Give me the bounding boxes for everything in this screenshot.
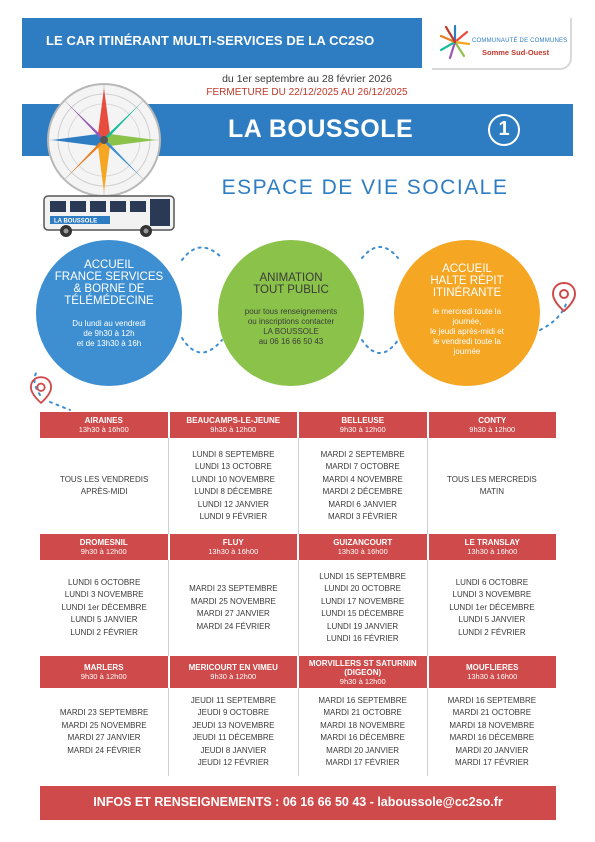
date-line: LUNDI 1er DÉCEMBRE [61, 602, 147, 612]
circle-heading: ACCUEIL HALTE RÉPIT ITINÉRANTE [430, 263, 504, 299]
town-hours: 9h30 à 12h00 [339, 425, 386, 434]
town-header [170, 656, 300, 688]
date-range: du 1er septembre au 28 février 2026 [222, 73, 392, 85]
circle-heading: ANIMATION TOUT PUBLIC [253, 272, 329, 296]
date-line: LUNDI 5 JANVIER [458, 615, 526, 625]
date-line: LUNDI 5 JANVIER [70, 615, 138, 625]
date-line: APRÈS-MIDI [80, 487, 128, 496]
location-pin-icon [552, 282, 576, 312]
town-header [40, 534, 170, 560]
date-line: LUNDI 3 NOVEMBRE [64, 590, 144, 600]
date-line: MARDI 18 NOVEMBRE [320, 720, 406, 730]
schedule-grid [40, 412, 556, 776]
date-line: LUNDI 1er DÉCEMBRE [449, 602, 535, 612]
town-hours: 13h30 à 16h00 [467, 672, 518, 681]
schedule-dates-row [40, 688, 556, 776]
town-name: CONTY [478, 416, 507, 425]
date-line: LUNDI 2 FÉVRIER [70, 627, 138, 637]
town-name: MORVILLERS ST SATURNIN (DIGEON) [308, 658, 417, 677]
closure-notice: FERMETURE DU 22/12/2025 AU 26/12/2025 [206, 87, 408, 98]
dates-cell [40, 688, 169, 776]
date-line: MARDI 21 OCTOBRE [323, 708, 402, 717]
date-line: LUNDI 15 DÉCEMBRE [321, 609, 404, 618]
banner-text: LE CAR ITINÉRANT MULTI-SERVICES DE LA CC2SO [46, 33, 375, 48]
circle-body: le mercredi toute la journée, le jeudi après-midi et le vendredi toute la journée [430, 307, 504, 356]
date-line: TOUS LES MERCREDIS [447, 474, 537, 484]
date-line: LUNDI 12 JANVIER [197, 499, 269, 509]
dates-cell [169, 688, 298, 776]
date-line: MARDI 18 NOVEMBRE [449, 720, 535, 730]
title-number-badge: 1 [488, 114, 520, 146]
town-header [299, 412, 429, 438]
date-line: LUNDI 15 SEPTEMBRE [319, 571, 406, 581]
date-line: MARDI 16 SEPTEMBRE [318, 695, 407, 705]
dates-cell [169, 438, 298, 534]
date-line: MARDI 6 JANVIER [328, 499, 397, 509]
date-line: JEUDI 8 JANVIER [200, 745, 267, 755]
date-line: LUNDI 17 NOVEMBRE [321, 596, 405, 606]
town-header [170, 534, 300, 560]
footer-banner [40, 786, 556, 820]
date-line: MARDI 23 SEPTEMBRE [189, 584, 278, 593]
schedule-header-row [40, 534, 556, 560]
date-line: MARDI 16 DÉCEMBRE [320, 733, 405, 742]
bus-label: LA BOUSSOLE [54, 218, 98, 225]
town-hours: 9h30 à 12h00 [339, 676, 386, 686]
date-line: MARDI 21 OCTOBRE [452, 708, 532, 717]
date-line: MARDI 2 DÉCEMBRE [322, 487, 403, 496]
dates-cell [428, 688, 556, 776]
date-line: JEUDI 11 SEPTEMBRE [190, 695, 276, 705]
footer-contact: INFOS ET RENSEIGNEMENTS : 06 16 66 50 43 - laboussole@cc2so.fr [93, 795, 503, 809]
town-hours: 13h30 à 16h00 [78, 425, 129, 434]
town-name: GUIZANCOURT [333, 538, 393, 547]
logo-line1: COMMUNAUTÉ DE COMMUNES [472, 38, 568, 44]
dates-cell [40, 438, 169, 534]
date-line: LUNDI 2 FÉVRIER [458, 627, 526, 637]
date-line: MARDI 25 NOVEMBRE [190, 596, 276, 606]
dates-cell [299, 438, 428, 534]
date-line: MARDI 20 JANVIER [326, 745, 400, 755]
date-line: MARDI 20 JANVIER [455, 745, 529, 755]
town-name: MARLERS [83, 663, 124, 672]
page-title: LA BOUSSOLE [228, 115, 414, 143]
schedule-dates-row [40, 438, 556, 534]
date-line: MARDI 3 FÉVRIER [327, 512, 398, 521]
date-line: JEUDI 13 NOVEMBRE [192, 720, 275, 730]
date-line: LUNDI 6 OCTOBRE [67, 577, 141, 587]
date-line: JEUDI 9 OCTOBRE [197, 708, 270, 717]
town-hours: 9h30 à 12h00 [80, 547, 127, 556]
date-line: MATIN [479, 487, 505, 496]
town-name: LE TRANSLAY [464, 538, 520, 547]
dates-cell [299, 560, 428, 656]
animation-circle [218, 240, 364, 386]
date-line: LUNDI 8 SEPTEMBRE [192, 449, 275, 459]
circle-body: pour tous renseignements ou inscriptions contacter LA BOUSSOLE au 06 16 66 50 43 [244, 307, 338, 346]
dates-cell [299, 688, 428, 776]
circle-heading: ACCUEIL FRANCE SERVICES & BORNE DE TÉLÉMÉDECINE [54, 259, 164, 307]
date-line: LUNDI 3 NOVEMBRE [452, 590, 532, 600]
town-header [299, 656, 429, 688]
schedule-header-row [40, 656, 556, 688]
dates-cell [40, 560, 169, 656]
town-hours: 9h30 à 12h00 [210, 672, 257, 681]
logo-line2: Somme Sud-Ouest [482, 48, 550, 57]
date-line: MARDI 24 FÉVRIER [196, 621, 271, 631]
date-line: LUNDI 19 JANVIER [327, 621, 399, 631]
town-hours: 13h30 à 16h00 [208, 547, 259, 556]
date-line: LUNDI 20 OCTOBRE [324, 584, 401, 593]
date-line: LUNDI 9 FÉVRIER [199, 512, 268, 521]
town-header [299, 534, 429, 560]
date-line: MARDI 23 SEPTEMBRE [59, 708, 149, 717]
date-line: LUNDI 10 NOVEMBRE [191, 474, 275, 484]
france-services-circle [36, 240, 182, 386]
schedule-header-row [40, 412, 556, 438]
town-hours: 13h30 à 16h00 [337, 547, 388, 556]
town-header [170, 412, 300, 438]
town-name: DROMESNIL [79, 538, 128, 547]
date-line: MARDI 25 NOVEMBRE [61, 720, 147, 730]
dates-cell [428, 438, 556, 534]
dates-cell [169, 560, 298, 656]
town-name: AIRAINES [84, 416, 123, 425]
town-hours: 13h30 à 16h00 [467, 547, 518, 556]
town-header [40, 412, 170, 438]
town-hours: 9h30 à 12h00 [210, 425, 257, 434]
date-line: MARDI 17 FÉVRIER [325, 758, 400, 767]
subtitle: ESPACE DE VIE SOCIALE [221, 176, 509, 199]
date-line: MARDI 7 OCTOBRE [325, 462, 400, 471]
circle-body: Du lundi au vendredi de 9h30 à 12h et de 13h30 à 16h [72, 319, 146, 348]
town-header [429, 412, 557, 438]
location-pin-icon [30, 376, 52, 404]
schedule-dates-row [40, 560, 556, 656]
date-line: MARDI 16 SEPTEMBRE [447, 695, 537, 705]
town-header [40, 656, 170, 688]
town-name: FLUY [222, 538, 244, 547]
town-header [429, 656, 557, 688]
town-header [429, 534, 557, 560]
date-line: LUNDI 8 DÉCEMBRE [194, 487, 273, 496]
dates-cell [428, 560, 556, 656]
date-line: LUNDI 13 OCTOBRE [194, 462, 272, 471]
date-line: MARDI 2 SEPTEMBRE [320, 449, 405, 459]
date-line: MARDI 27 JANVIER [67, 733, 141, 742]
town-name: BELLEUSE [341, 416, 385, 425]
town-hours: 9h30 à 12h00 [80, 672, 127, 681]
date-line: LUNDI 16 FÉVRIER [326, 634, 399, 643]
date-line: TOUS LES VENDREDIS [59, 474, 149, 484]
date-line: MARDI 24 FÉVRIER [67, 745, 142, 755]
date-line: JEUDI 12 FÉVRIER [197, 758, 269, 767]
date-line: LUNDI 6 OCTOBRE [455, 577, 529, 587]
date-line: MARDI 27 JANVIER [196, 609, 270, 618]
halte-repit-circle [394, 240, 540, 386]
date-line: MARDI 4 NOVEMBRE [322, 474, 403, 484]
town-name: BEAUCAMPS-LE-JEUNE [186, 416, 281, 425]
date-line: MARDI 16 DÉCEMBRE [449, 733, 535, 742]
town-name: MERICOURT EN VIMEU [188, 663, 278, 672]
town-name: MOUFLIERES [466, 663, 519, 672]
date-line: MARDI 17 FÉVRIER [454, 758, 529, 767]
town-hours: 9h30 à 12h00 [469, 425, 516, 434]
date-line: JEUDI 11 DÉCEMBRE [192, 733, 274, 742]
